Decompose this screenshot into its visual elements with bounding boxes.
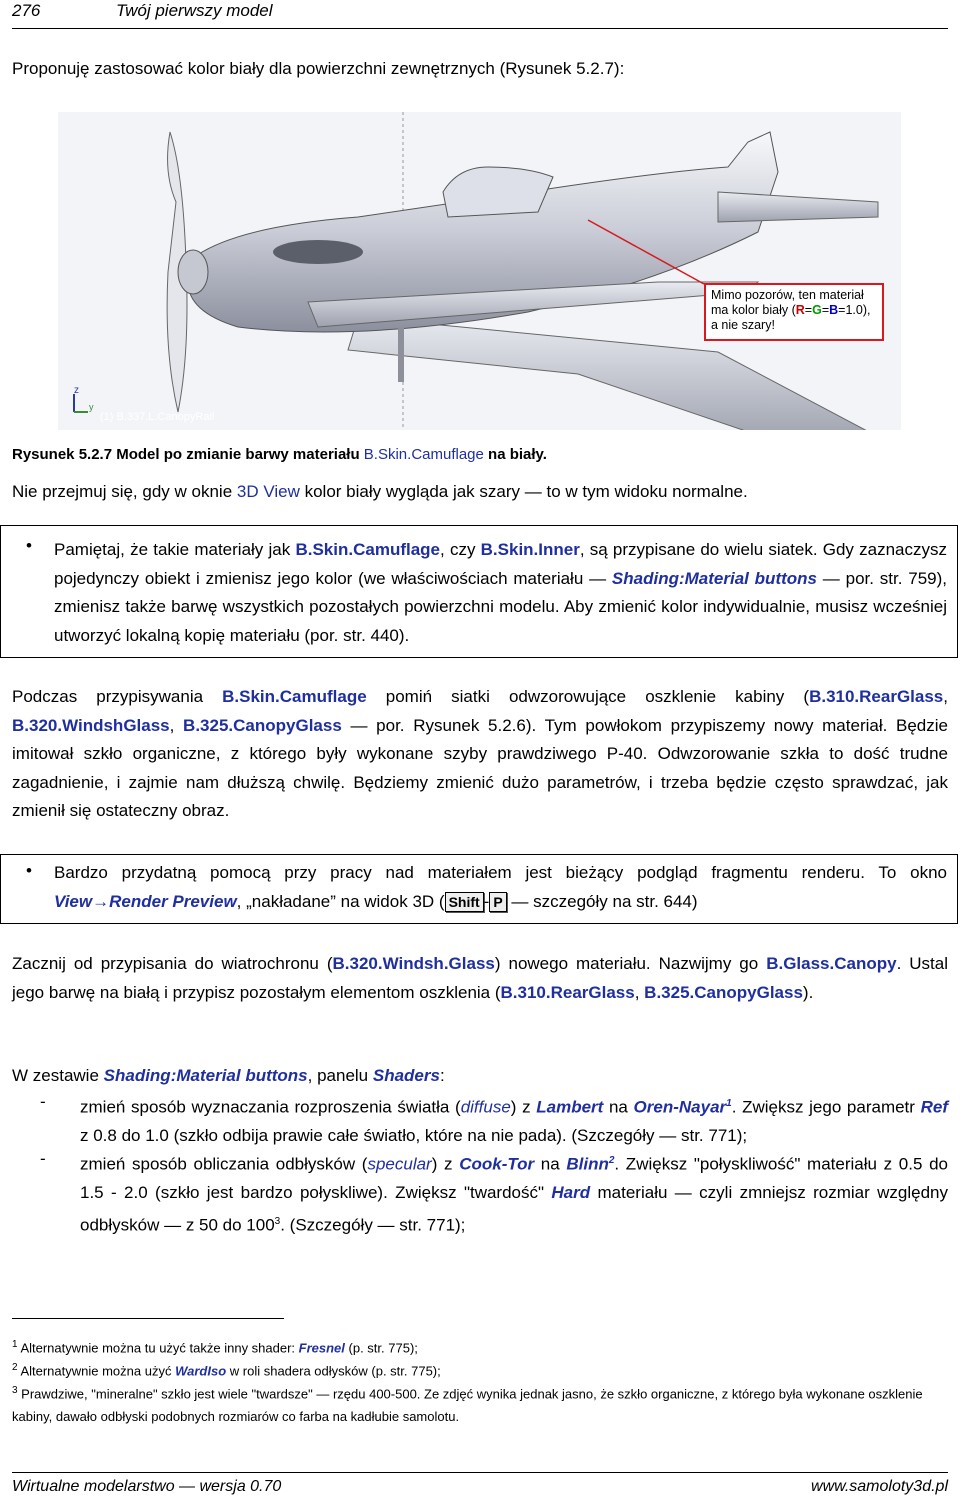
panel-name: Shading:Material buttons	[103, 1066, 308, 1085]
list-item	[80, 1147, 948, 1240]
text: materiału — czyli zmniejsz rozmiar względny odbłysków — z 50 do 100	[80, 1183, 948, 1235]
text: ,	[634, 982, 645, 1002]
object-name: B.325.CanopyGlass	[183, 715, 342, 735]
paragraph-assign	[12, 683, 948, 826]
material-name: B.Glass.Canopy	[766, 954, 897, 973]
list-dash: -	[40, 1149, 46, 1168]
text: , są przypisane do wielu siatek. Gdy zaznaczysz pojedynczy obiekt i zmienisz jego kolor (we właściwościach materiału —	[54, 540, 948, 588]
panel-name: Shading:Material buttons	[611, 568, 817, 588]
callout-eq: =	[804, 303, 813, 317]
material-name: B.Skin.Camuflage	[295, 540, 441, 559]
callout-eq: =	[821, 303, 830, 317]
text: W zestawie	[12, 1066, 104, 1085]
shader-name: WardIso	[175, 1363, 227, 1379]
viewport-status: (1) B.337.L.CanopyRail	[100, 411, 215, 423]
object-name: B.310.RearGlass	[500, 982, 635, 1002]
tip-box-1	[0, 525, 958, 658]
shader-name: Fresnel	[298, 1340, 345, 1356]
text: — szczegóły na str. 644)	[506, 891, 698, 911]
shader-name: Blinn	[566, 1154, 609, 1174]
text: ,	[943, 687, 948, 706]
object-name: B.310.RearGlass	[809, 687, 944, 706]
text: ) nowego materiału. Nazwijmy go	[494, 954, 767, 973]
param-name: Ref	[920, 1097, 949, 1117]
paragraph-shaders	[12, 1062, 948, 1091]
caption-text: Rysunek 5.2.7 Model po zmianie barwy materiału	[12, 446, 364, 463]
text: . Zwiększ jego parametr	[731, 1097, 921, 1117]
menu-render-preview: Render Preview	[109, 891, 237, 911]
footnote-number: 3	[12, 1385, 18, 1396]
text: -	[483, 891, 490, 911]
text: :	[439, 1066, 445, 1085]
text: — por. str. 759), zmienisz także barwę wszystkich pozostałych powierzchni modelu. Aby zmienić kolor indywidualnie, musisz wcześniej utworzyć lokalną kopię materiału (por. str. 440).	[54, 568, 948, 645]
object-name: B.325.CanopyGlass	[644, 982, 803, 1002]
bullet: •	[26, 536, 32, 555]
menu-view: View	[54, 891, 93, 911]
footer-url[interactable]: www.samoloty3d.pl	[811, 1478, 948, 1495]
text: zmień sposób obliczania odbłysków (	[80, 1154, 368, 1174]
intro-paragraph: Proponuję zastosować kolor biały dla powierzchni zewnętrznych (Rysunek 5.2.7):	[12, 59, 625, 78]
text: Pamiętaj, że takie materiały jak	[54, 540, 296, 559]
object-name: B.320.Windsh.Glass	[332, 954, 495, 973]
axis-y-label: y	[89, 402, 94, 412]
note-paragraph	[12, 478, 948, 507]
shader-name: Oren-Nayar	[633, 1097, 727, 1117]
tip-text	[54, 536, 947, 650]
airplane-illustration	[58, 112, 901, 430]
text: Bardzo przydatną pomocą przy pracy nad materiałem jest bieżący podgląd fragmentu renderu. To okno	[54, 863, 947, 882]
text: , „nakładane” na widok 3D (	[236, 891, 445, 911]
shader-name: Cook-Tor	[459, 1154, 535, 1174]
arrow-icon: →	[92, 891, 110, 911]
text: (p. str. 775);	[344, 1340, 418, 1356]
param-name: diffuse	[460, 1097, 511, 1117]
spinner	[178, 250, 208, 294]
text: kolor biały wygląda jak szary — to w tym widoku normalne.	[299, 482, 748, 501]
text: na	[603, 1097, 634, 1117]
canopy	[443, 167, 553, 217]
text: , czy	[440, 540, 481, 559]
material-name: B.Skin.Inner	[480, 540, 580, 559]
text: , panelu	[307, 1066, 373, 1085]
callout-r: R	[795, 303, 805, 317]
list-item	[80, 1090, 948, 1151]
key-shift: Shift	[445, 892, 484, 912]
footnote-number: 1	[12, 1339, 18, 1350]
callout-text: =1.0),	[838, 303, 871, 317]
text: Alternatywnie można tu użyć także inny shader:	[17, 1340, 299, 1356]
chapter-title: Twój pierwszy model	[116, 1, 273, 20]
page-footer	[12, 1478, 948, 1496]
callout-line-3: a nie szary!	[711, 318, 775, 332]
text: — por. Rysunek 5.2.6). Tym powłokom przypiszemy nowy materiał. Będzie imitował szkło organiczne, z którego były wykonane szyby prawdziwego P-40. Odwzorowanie szkła to dość trudne zagadnienie, i zajmie nam dłuższą chwilę. Będziemy zmienić dużo parametrów, i trzeba będzie często sprawdzać, jak zmienił się ostateczny obraz.	[12, 715, 948, 820]
panel-name: Shaders	[372, 1066, 440, 1085]
text: w roli shadera odłysków (p. str. 775);	[226, 1363, 441, 1379]
axis-z-label: z	[74, 385, 79, 396]
footnote-3	[12, 1379, 952, 1428]
footer-left: Wirtualne modelarstwo — wersja 0.70	[12, 1478, 282, 1495]
param-name: Hard	[551, 1183, 591, 1203]
list-dash: -	[40, 1092, 46, 1111]
text: ) z	[510, 1097, 537, 1117]
footnote-ref: 1	[726, 1098, 732, 1109]
text: Prawdziwe, "mineralne" szkło jest wiele "twardsze" — rzędu 400-500. Ze zdjęć wynika jednak jasno, że szkło organiczne, z którego była wykonane oszklenie kabiny, dawało odbłyski podobnych rozmiarów co farba na kadłubie samolotu.	[12, 1386, 923, 1425]
cowling-slot	[273, 240, 363, 264]
footnote-ref: 3	[274, 1215, 281, 1227]
text: ) z	[431, 1154, 460, 1174]
footer-rule	[12, 1472, 948, 1473]
footnote-ref: 2	[608, 1155, 615, 1166]
caption-text: na biały.	[483, 446, 547, 463]
tip-text	[54, 859, 947, 916]
caption-material: B.Skin.Camuflage	[363, 446, 484, 463]
callout-g: G	[812, 303, 822, 317]
callout-box	[704, 283, 884, 341]
text: Alternatywnie można użyć	[17, 1363, 176, 1379]
view-name: 3D View	[236, 482, 300, 501]
callout-line-1: Mimo pozorów, ten materiał	[711, 288, 864, 302]
text: pomiń siatki odwzorowujące oszklenie kabiny (	[366, 687, 810, 706]
bullet: •	[26, 861, 32, 880]
page-header	[12, 0, 948, 29]
footnote-number: 2	[12, 1362, 18, 1373]
text: ).	[802, 982, 814, 1002]
text: Zacznij od przypisania do wiatrochronu (	[12, 954, 333, 973]
text: z 0.8 do 1.0 (szkło odbija prawie całe światło, które na nie pada). (Szczegóły — str. 771);	[80, 1126, 748, 1146]
tip-box-2	[0, 854, 958, 924]
text: Nie przejmuj się, gdy w oknie	[12, 482, 237, 501]
callout-text: ma kolor biały (	[711, 303, 796, 317]
figure-caption	[12, 446, 547, 463]
text: zmień sposób wyznaczania rozproszenia światła (	[80, 1097, 461, 1117]
key-p: P	[489, 892, 506, 912]
text: . Ustal jego barwę na białą i przypisz pozostałym elementom oszklenia (	[12, 954, 949, 1002]
material-name: B.Skin.Camuflage	[222, 687, 367, 706]
callout-line-2	[711, 303, 877, 318]
text: . Zwiększ "połyskliwość" materiału z 0.5 do 1.5 - 2.0 (szkło jest bardzo połyskliwe). Zwiększ "twardość"	[80, 1154, 948, 1203]
param-name: specular	[367, 1154, 432, 1174]
landing-gear	[398, 327, 404, 382]
callout-b: B	[829, 303, 839, 317]
figure-render	[58, 112, 901, 430]
text: Podczas przypisywania	[12, 687, 223, 706]
text: ,	[169, 715, 184, 735]
text: . (Szczegóły — str. 771);	[280, 1215, 466, 1235]
text: na	[534, 1154, 567, 1174]
shader-name: Lambert	[536, 1097, 604, 1117]
paragraph-canopy	[12, 950, 948, 1007]
footnote-rule	[12, 1318, 284, 1319]
object-name: B.320.WindshGlass	[12, 715, 170, 735]
page-number: 276	[12, 1, 41, 20]
